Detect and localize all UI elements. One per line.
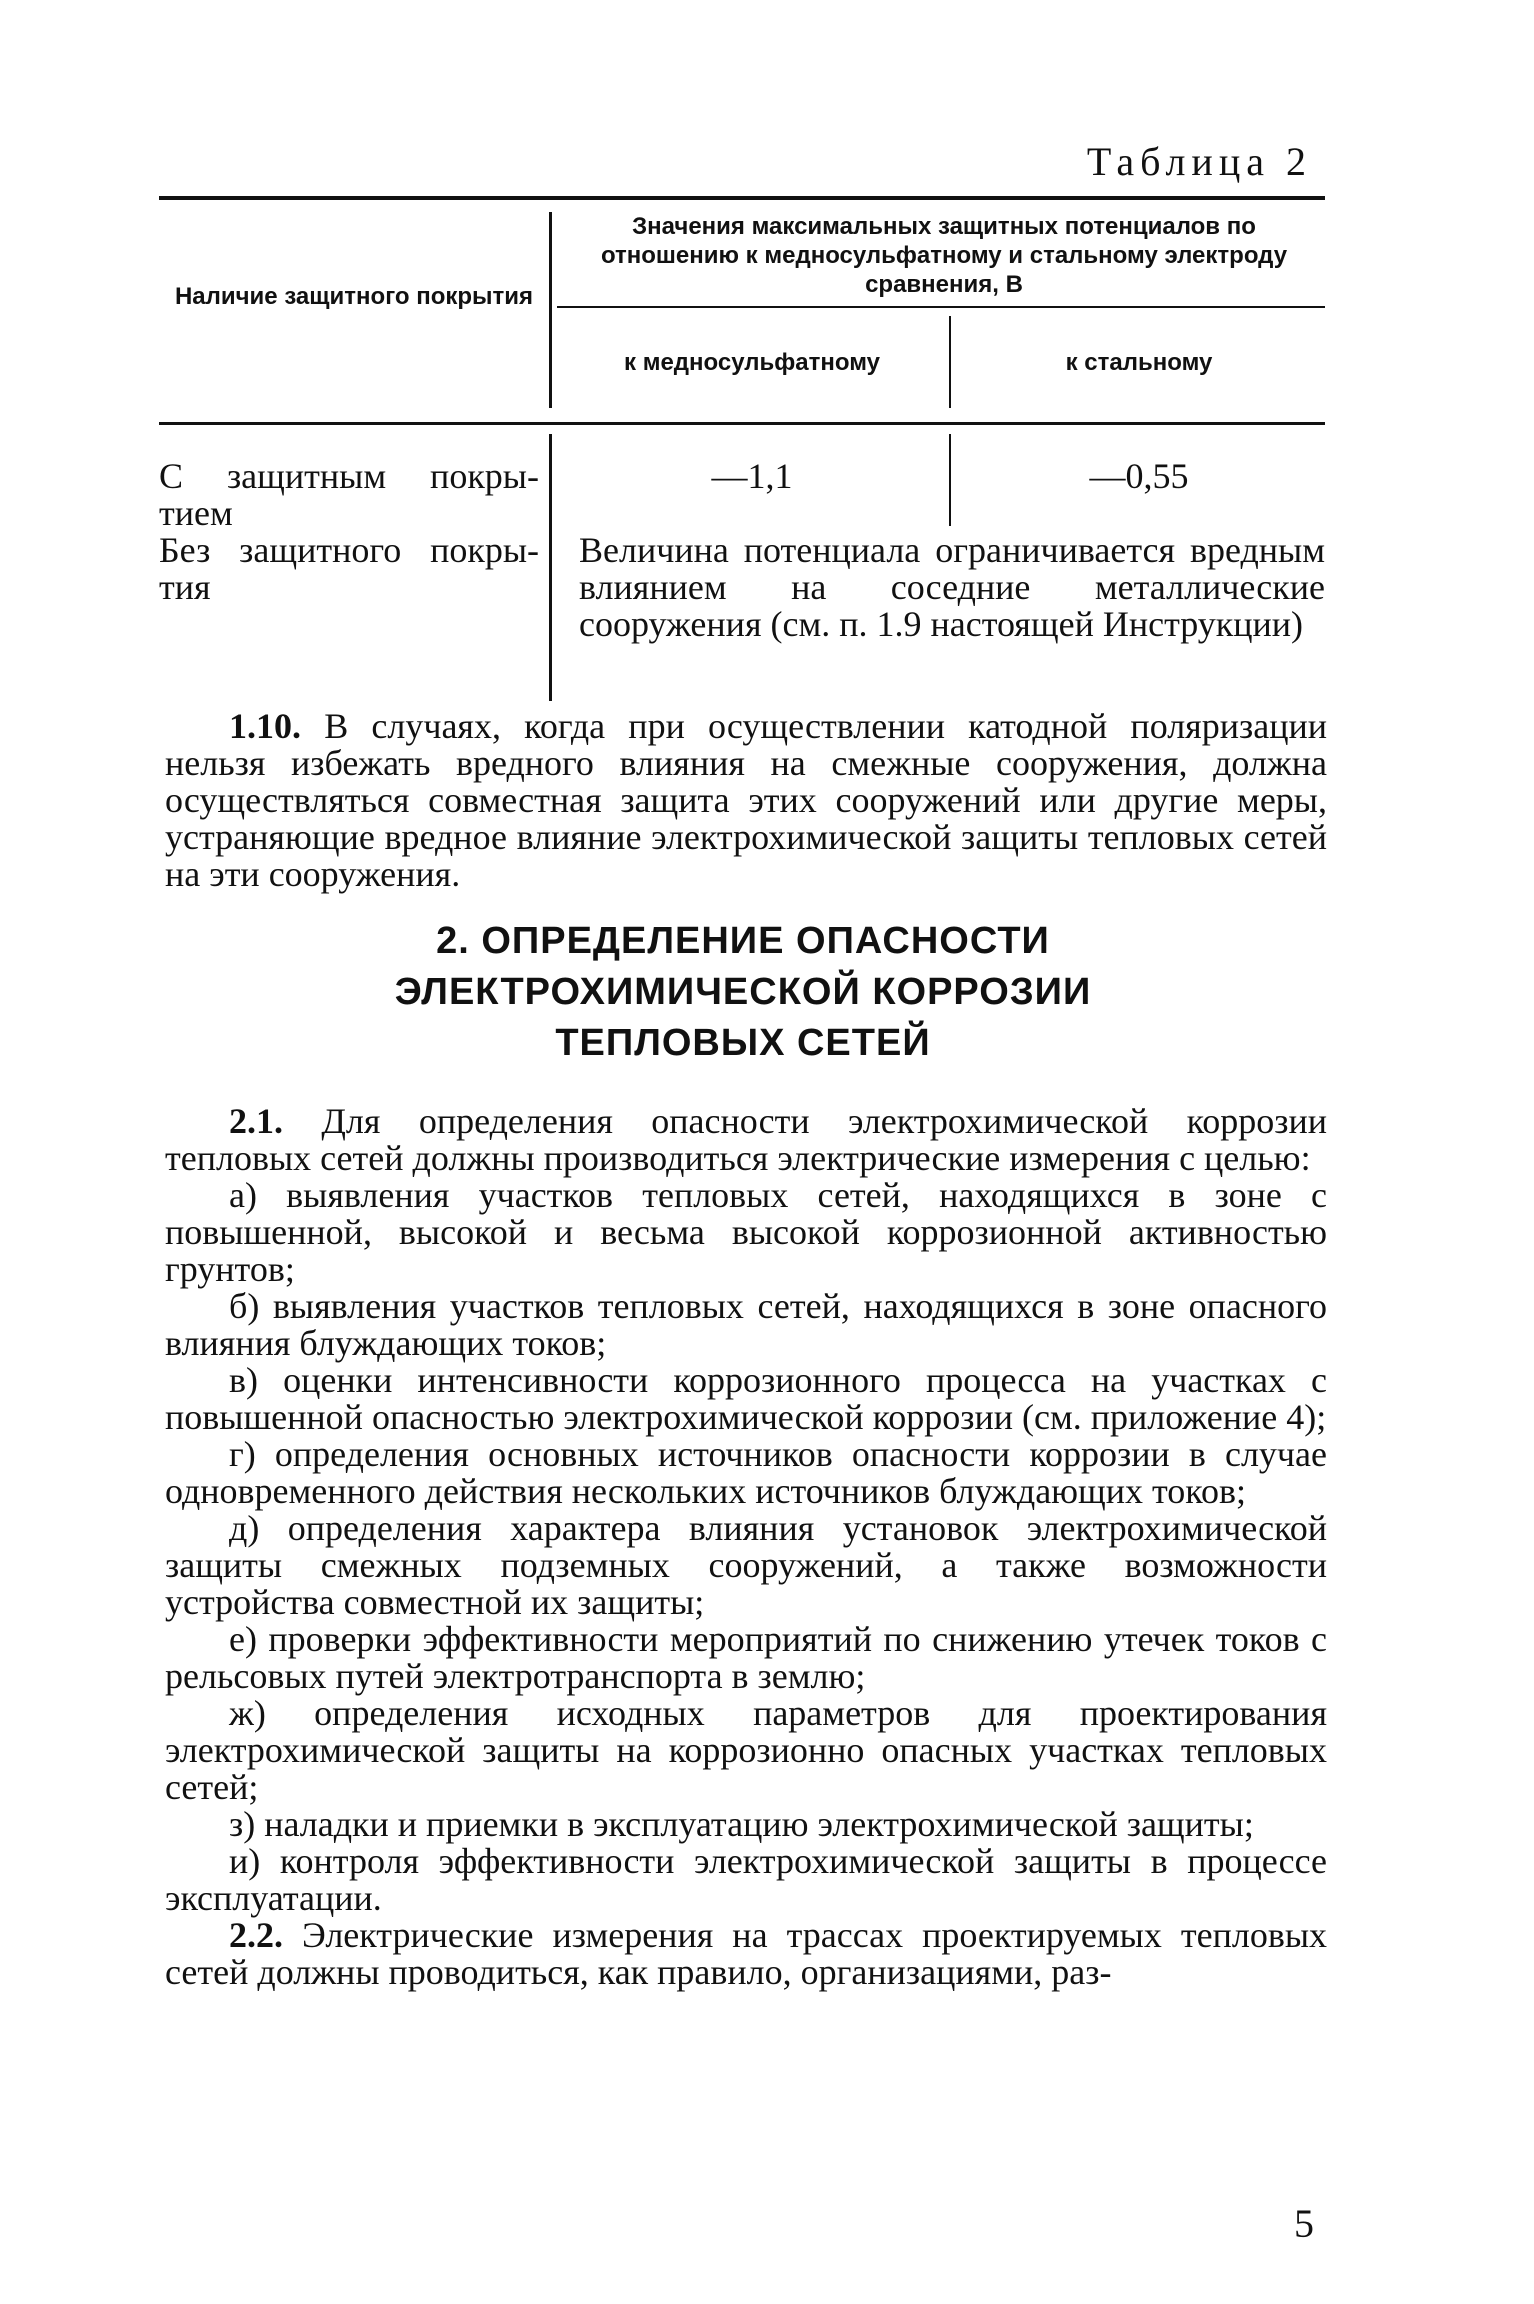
list-item-i: и) контроля эффективности электрохимической защиты в процессе эксплуатации.	[165, 1841, 1327, 1918]
header-group-rule	[557, 306, 1325, 308]
header-copper-sulfate: к медносульфатному	[624, 349, 880, 376]
list-item-d: д) определения характера влияния установок электрохимической защиты смежных подземных сооружений, а также возможности устройства совместной их защиты;	[165, 1508, 1327, 1622]
paragraph-2-2-body: Электрические измерения на трассах проектируемых тепловых сетей должны проводиться, как правило, организациями, раз-	[165, 1915, 1328, 1992]
paragraph-1-10-text	[165, 708, 1327, 893]
paragraph-2-2	[165, 1917, 1327, 1991]
table-header-rule	[159, 422, 1325, 425]
row-without-coating-label: Без защитного покры-тия	[159, 530, 539, 607]
potential-table	[159, 196, 1325, 701]
section-2-title	[160, 916, 1326, 1069]
value-steel: —0,55	[1089, 456, 1189, 496]
row-with-coating-label: С защитным покры-тием	[159, 456, 539, 533]
paragraph-2-2-number: 2.2.	[229, 1915, 283, 1955]
page-number: 5	[1294, 2201, 1314, 2246]
row-without-coating-note: Величина потенциала ограничивается вредным влиянием на соседние металлические сооружения (см. п. 1.9 настоящей Инструкции)	[579, 530, 1325, 644]
paragraph-2-1-number: 2.1.	[229, 1101, 283, 1141]
paragraph-1-10-number: 1.10.	[229, 706, 301, 746]
header-steel: к стальному	[1065, 349, 1213, 376]
list-item-a: а) выявления участков тепловых сетей, находящихся в зоне с повышенной, высокой и весьма высокой коррозионной активностью грунтов;	[165, 1175, 1327, 1289]
list-item-b: б) выявления участков тепловых сетей, находящихся в зоне опасного влияния блуждающих токов;	[165, 1286, 1327, 1363]
paragraph-2-1-body: Для определения опасности электрохимической коррозии тепловых сетей должны производиться электрические измерения с целью:	[165, 1101, 1328, 1178]
paragraph-2-1-intro	[165, 1103, 1327, 1177]
body-vertical-rule	[549, 434, 552, 701]
section-2-body	[165, 1103, 1327, 1991]
header-vertical-rule	[549, 212, 552, 408]
paragraph-1-10-body: В случаях, когда при осуществлении катодной поляризации нельзя избежать вредного влияния на смежные сооружения, должна осуществляться совместная защита этих сооружений или другие меры, устраняющие вредное влияние электрохимической защиты тепловых сетей на эти сооружения.	[165, 706, 1328, 894]
list-item-e: е) проверки эффективности мероприятий по снижению утечек токов с рельсовых путей электротранспорта в землю;	[165, 1619, 1327, 1696]
section-2-title-line-2: ЭЛЕКТРОХИМИЧЕСКОЙ КОРРОЗИИ	[394, 971, 1092, 1013]
list-item-z: з) наладки и приемки в эксплуатацию электрохимической защиты;	[229, 1804, 1254, 1844]
header-potential-group: Значения максимальных защитных потенциалов по отношению к медносульфатному и стальному электроду сравнения, В	[600, 213, 1288, 298]
list-item-g: г) определения основных источников опасности коррозии в случае одновременного действия нескольких источников блуждающих токов;	[165, 1434, 1327, 1511]
paragraph-1-10	[165, 708, 1327, 893]
list-item-zh: ж) определения исходных параметров для проектирования электрохимической защиты на коррозионно опасных участках тепловых сетей;	[165, 1693, 1327, 1807]
section-2-title-line-3: ТЕПЛОВЫХ СЕТЕЙ	[555, 1022, 931, 1064]
table-caption: Таблица 2	[1086, 139, 1312, 184]
body-sub-vertical-rule	[949, 434, 951, 526]
list-item-v: в) оценки интенсивности коррозионного процесса на участках с повышенной опасностью электрохимической коррозии (см. приложение 4);	[165, 1360, 1327, 1437]
section-2-title-line-1: 2. ОПРЕДЕЛЕНИЕ ОПАСНОСТИ	[436, 920, 1050, 962]
header-sub-vertical-rule	[949, 316, 951, 408]
table-top-rule	[159, 196, 1325, 200]
header-coating: Наличие защитного покрытия	[174, 283, 534, 310]
value-copper-sulfate: —1,1	[711, 456, 793, 496]
